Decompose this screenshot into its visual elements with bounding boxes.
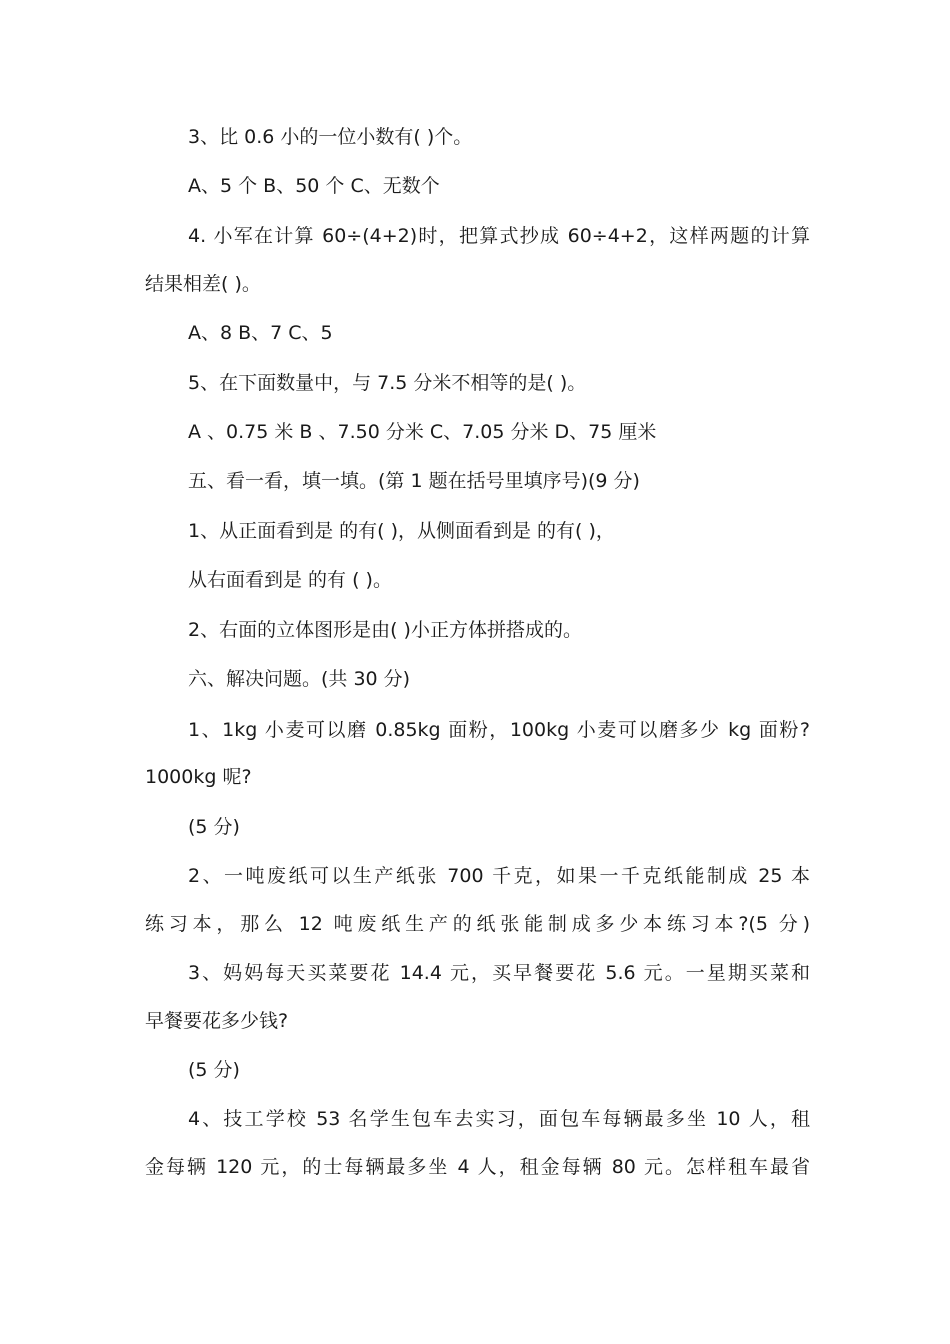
problem-2-line-1: 2、一吨废纸可以生产纸张 700 千克，如果一千克纸能制成 25 本 (188, 865, 810, 887)
problem-3-line-1: 3、妈妈每天买菜要花 14.4 元，买早餐要花 5.6 元。一星期买菜和 (188, 962, 810, 984)
question-4-line-1: 4. 小军在计算 60÷(4+2)时，把算式抄成 60÷4+2，这样两题的计算 (188, 225, 810, 247)
section-5-heading: 五、看一看，填一填。(第 1 题在括号里填序号)(9 分) (188, 470, 640, 492)
question-5-options: A 、0.75 米 B 、7.50 分米 C、7.05 分米 D、75 厘米 (188, 421, 657, 443)
problem-4-line-1: 4、技工学校 53 名学生包车去实习，面包车每辆最多坐 10 人，租 (188, 1108, 810, 1130)
problem-3-score: (5 分) (188, 1059, 240, 1081)
question-3-options: A、5 个 B、50 个 C、无数个 (188, 175, 440, 197)
section-6-heading: 六、解决问题。(共 30 分) (188, 668, 411, 690)
question-3: 3、比 0.6 小的一位小数有( )个。 (188, 126, 473, 148)
question-4-options: A、8 B、7 C、5 (188, 322, 333, 344)
question-4-line-2: 结果相差( )。 (145, 273, 261, 295)
section-5-question-1-line-2: 从右面看到是 的有 ( )。 (188, 569, 392, 591)
section-5-question-2: 2、右面的立体图形是由( )小正方体拼搭成的。 (188, 619, 582, 641)
section-5-question-1-line-1: 1、从正面看到是 的有( )，从侧面看到是 的有( )， (188, 520, 615, 542)
question-5: 5、在下面数量中，与 7.5 分米不相等的是( )。 (188, 372, 587, 394)
problem-2-line-2: 练习本，那么 12 吨废纸生产的纸张能制成多少本练习本?(5 分) (145, 913, 810, 935)
problem-1-score: (5 分) (188, 816, 240, 838)
problem-1-line-1: 1、1kg 小麦可以磨 0.85kg 面粉，100kg 小麦可以磨多少 kg 面粉? (188, 719, 810, 741)
problem-3-line-2: 早餐要花多少钱? (145, 1010, 289, 1032)
problem-4-line-2: 金每辆 120 元，的士每辆最多坐 4 人，租金每辆 80 元。怎样租车最省 (145, 1156, 810, 1178)
problem-1-line-2: 1000kg 呢? (145, 766, 252, 788)
